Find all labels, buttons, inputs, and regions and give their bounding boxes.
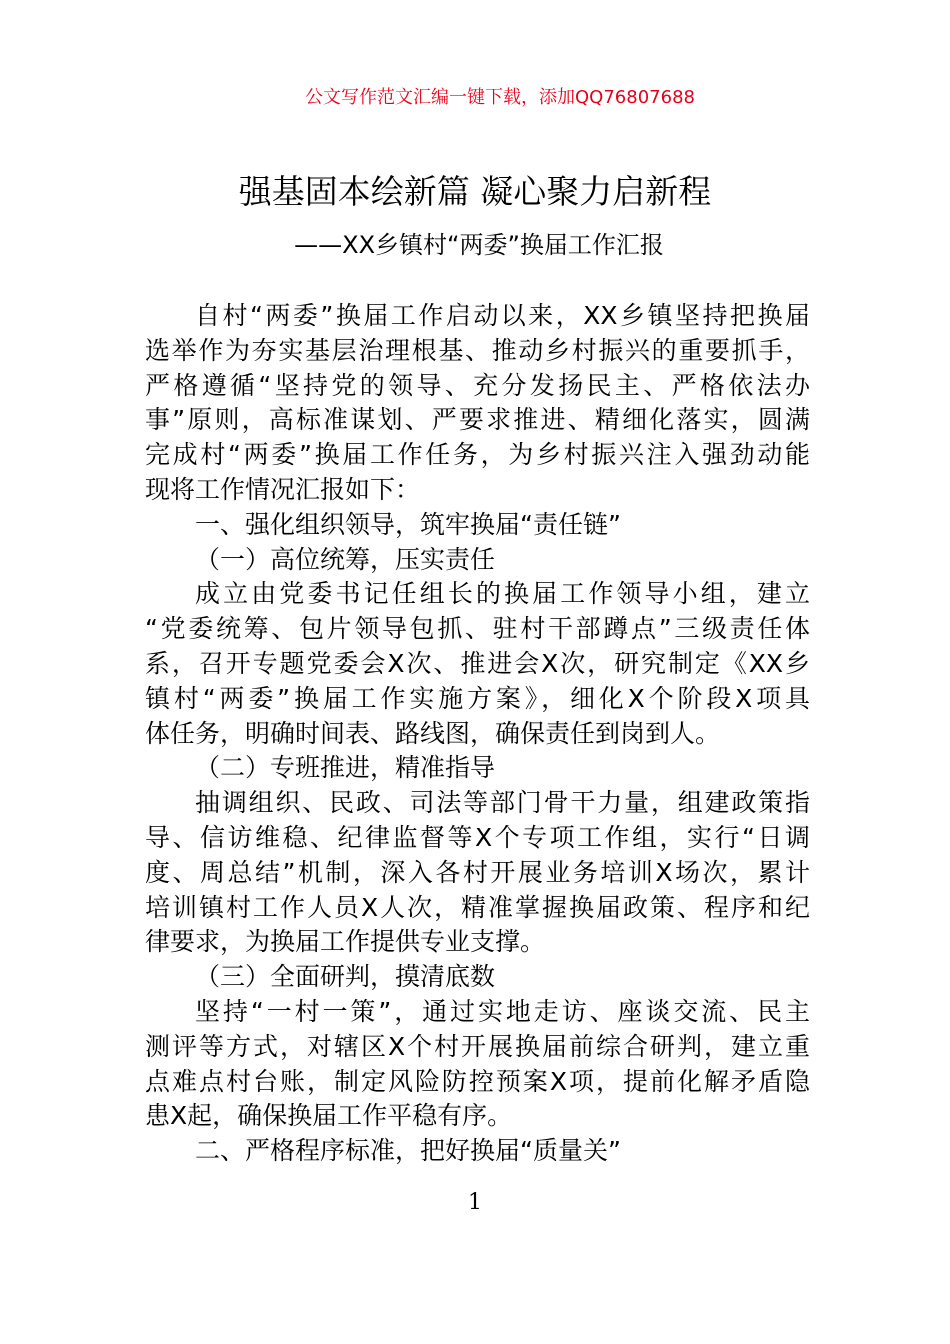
subsection-heading: （二）专班推进，精准指导 xyxy=(195,753,496,783)
paragraph-line: 自村“两委”换届工作启动以来，XX乡镇坚持把换届 xyxy=(195,301,810,330)
paragraph-line: 导、信访维稳、纪律监督等X个专项工作组，实行“日调 xyxy=(145,822,810,852)
subsection-heading: （三）全面研判，摸清底数 xyxy=(195,962,496,992)
paragraph-line: 体任务，明确时间表、路线图，确保责任到岗到人。 xyxy=(145,718,721,748)
document-title: 强基固本绘新篇 凝心聚力启新程 xyxy=(238,172,712,211)
paragraph-line: 培训镇村工作人员X人次，精准掌握换届政策、程序和纪 xyxy=(145,892,810,922)
paragraph-line: 系，召开专题党委会X次、推进会X次，研究制定《XX乡 xyxy=(145,648,810,678)
paragraph-line: 坚持“一村一策”，通过实地走访、座谈交流、民主 xyxy=(195,996,810,1026)
paragraph-line: 镇村“两委”换届工作实施方案》，细化X个阶段X项具 xyxy=(145,683,810,713)
paragraph-line: 完成村“两委”换届工作任务，为乡村振兴注入强劲动能 xyxy=(145,440,810,470)
paragraph-line: 度、周总结”机制，深入各村开展业务培训X场次，累计 xyxy=(145,857,810,887)
document-subtitle: ——XX乡镇村“两委”换届工作汇报 xyxy=(294,231,664,259)
report-body xyxy=(145,299,810,1169)
paragraph-line: 成立由党委书记任组长的换届工作领导小组，建立 xyxy=(195,579,810,609)
paragraph-line: 测评等方式，对辖区X个村开展换届前综合研判，建立重 xyxy=(145,1031,810,1061)
paragraph-line: 律要求，为换届工作提供专业支撑。 xyxy=(145,927,546,957)
subsection-heading: （一）高位统筹，压实责任 xyxy=(195,544,496,574)
paragraph-line: 事”原则，高标准谋划、严要求推进、精细化落实，圆满 xyxy=(145,405,810,435)
download-promo-note: 公文写作范文汇编一键下载，添加QQ76807688 xyxy=(305,87,695,108)
section-heading: 二、严格程序标准，把好换届“质量关” xyxy=(195,1136,621,1166)
paragraph-line: 现将工作情况汇报如下： xyxy=(145,474,421,504)
paragraph-line: 点难点村台账，制定风险防控预案X项，提前化解矛盾隐 xyxy=(145,1066,810,1096)
paragraph-line: 选举作为夯实基层治理根基、推动乡村振兴的重要抓手， xyxy=(145,335,810,365)
paragraph-line: “党委统筹、包片领导包抓、驻村干部蹲点”三级责任体 xyxy=(145,614,810,644)
paragraph-line: 患X起，确保换届工作平稳有序。 xyxy=(145,1101,513,1131)
section-heading: 一、强化组织领导，筑牢换届“责任链” xyxy=(195,509,621,539)
paragraph-line: 严格遵循“坚持党的领导、充分发扬民主、严格依法办 xyxy=(145,370,810,400)
paragraph-line: 抽调组织、民政、司法等部门骨干力量，组建政策指 xyxy=(195,788,810,818)
page-number: 1 xyxy=(468,1190,482,1215)
